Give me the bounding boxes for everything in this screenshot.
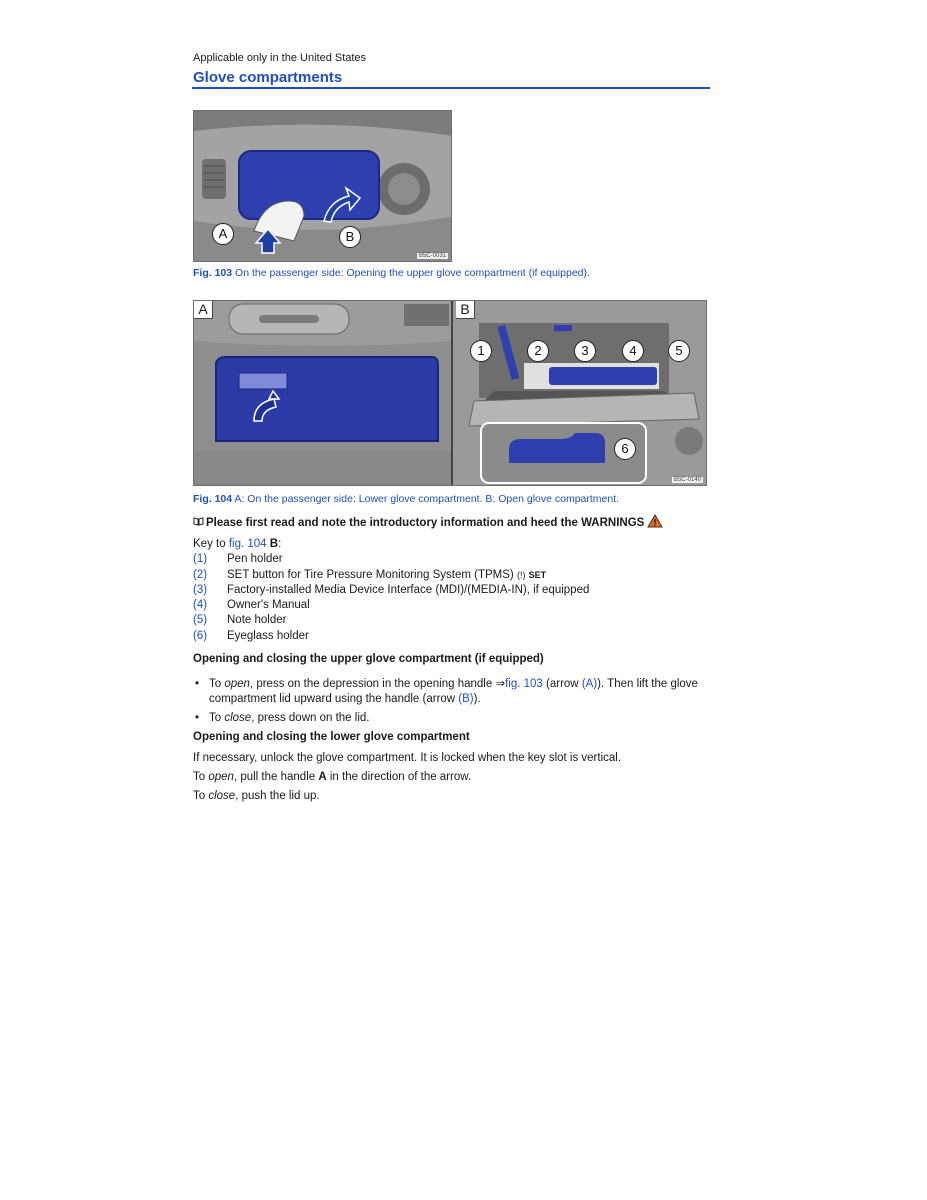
lower-section-heading: Opening and closing the lower glove compartment xyxy=(193,731,470,743)
fig-104-link[interactable]: fig. 104 xyxy=(228,538,267,550)
read-first-notice xyxy=(193,514,663,531)
lower-paragraph-3 xyxy=(193,789,320,804)
upper-instructions xyxy=(193,677,713,726)
key-intro xyxy=(193,537,713,552)
lower-paragraph-1: If necessary, unlock the glove compartment. It is locked when the key slot is vertical. xyxy=(193,752,622,764)
list-item xyxy=(193,677,713,708)
text-run: To xyxy=(209,711,225,724)
figure-103-caption xyxy=(193,267,590,279)
dashboard-upper-drawing xyxy=(194,111,452,262)
callout-4: 4 xyxy=(622,340,644,362)
list-item xyxy=(193,613,713,628)
text-run: ). xyxy=(473,693,481,706)
figure-104-caption xyxy=(193,493,619,505)
text-run: To xyxy=(209,678,225,690)
warning-icon xyxy=(647,514,663,531)
key-text: Eyeglass holder xyxy=(227,629,309,642)
tpms-icon: (!) xyxy=(516,569,526,580)
book-icon xyxy=(193,517,204,529)
text-run: (arrow xyxy=(542,678,582,690)
figure-103-illustration xyxy=(193,110,452,262)
arrow-b-link[interactable]: (B) xyxy=(458,693,474,706)
key-text: SET button for Tire Pressure Monitoring System (TPMS) xyxy=(227,568,514,581)
figure-code: B5C-0140 xyxy=(673,477,701,483)
figure-103-number: Fig. 103 xyxy=(193,267,233,279)
key-intro-panel: B xyxy=(269,538,279,550)
arrow-a-link[interactable]: (A) xyxy=(581,678,598,690)
callout-3: 3 xyxy=(574,340,596,362)
key-intro-prefix: Key to xyxy=(193,538,229,550)
notice-text: Please first read and note the introductory information and heed the WARNINGS xyxy=(206,516,645,529)
list-item xyxy=(193,711,713,726)
figure-104-illustration xyxy=(193,300,707,486)
text-run: To xyxy=(193,790,209,802)
panel-a-label: A xyxy=(194,301,213,319)
panel-b-label: B xyxy=(456,301,475,319)
key-text: Pen holder xyxy=(227,553,283,566)
key-intro-suffix: : xyxy=(278,538,282,550)
list-item xyxy=(193,629,713,644)
key-number: (5) xyxy=(193,614,208,627)
handle-label: A xyxy=(318,771,327,783)
key-number: (3) xyxy=(193,583,208,596)
figure-103-text: On the passenger side: Opening the upper glove compartment (if equipped). xyxy=(235,267,590,279)
text-run: , push the lid up. xyxy=(235,790,320,802)
list-item xyxy=(193,552,713,567)
text-emphasis: close xyxy=(208,790,236,802)
text-run: , press down on the lid. xyxy=(251,711,370,724)
key-text: Owner's Manual xyxy=(227,599,310,612)
key-list xyxy=(193,537,713,644)
figure-104-text: A: On the passenger side: Lower glove compartment. B: Open glove compartment. xyxy=(234,493,620,505)
text-emphasis: open xyxy=(208,771,234,783)
figure-104-number: Fig. 104 xyxy=(193,493,233,505)
list-item xyxy=(193,583,713,598)
callout-a: A xyxy=(212,223,234,245)
page-title: Glove compartments xyxy=(193,69,343,86)
fig-103-link[interactable]: fig. 103 xyxy=(505,678,543,690)
upper-section-heading: Opening and closing the upper glove compartment (if equipped) xyxy=(193,653,544,665)
text-run: in the direction of the arrow. xyxy=(326,771,472,783)
callout-5: 5 xyxy=(668,340,690,362)
key-number: (2) xyxy=(193,568,208,581)
figure-code: B5C-0031 xyxy=(418,253,446,259)
lower-paragraph-2 xyxy=(193,770,471,785)
title-rule xyxy=(192,87,710,89)
text-emphasis: close xyxy=(224,711,252,724)
key-text: Factory-installed Media Device Interface (MDI)/(MEDIA-IN), if equipped xyxy=(227,583,590,596)
text-run: To xyxy=(193,771,209,783)
key-number: (6) xyxy=(193,629,208,642)
text-emphasis: open xyxy=(224,678,250,690)
callout-1: 1 xyxy=(470,340,492,362)
key-number: (4) xyxy=(193,599,208,612)
list-item xyxy=(193,568,713,583)
callout-b: B xyxy=(339,226,361,248)
callout-6: 6 xyxy=(614,438,636,460)
text-run: ). Then lift the glove compartment lid upward using the handle (arrow xyxy=(209,678,698,706)
text-run: , pull the handle xyxy=(233,771,319,783)
key-text: Note holder xyxy=(227,614,287,627)
text-run: , press on the depression in the opening handle ⇒ xyxy=(249,678,506,690)
list-item xyxy=(193,598,713,613)
key-number: (1) xyxy=(193,553,208,566)
set-icon: SET xyxy=(528,569,547,580)
callout-2: 2 xyxy=(527,340,549,362)
applicability-note: Applicable only in the United States xyxy=(193,52,367,64)
